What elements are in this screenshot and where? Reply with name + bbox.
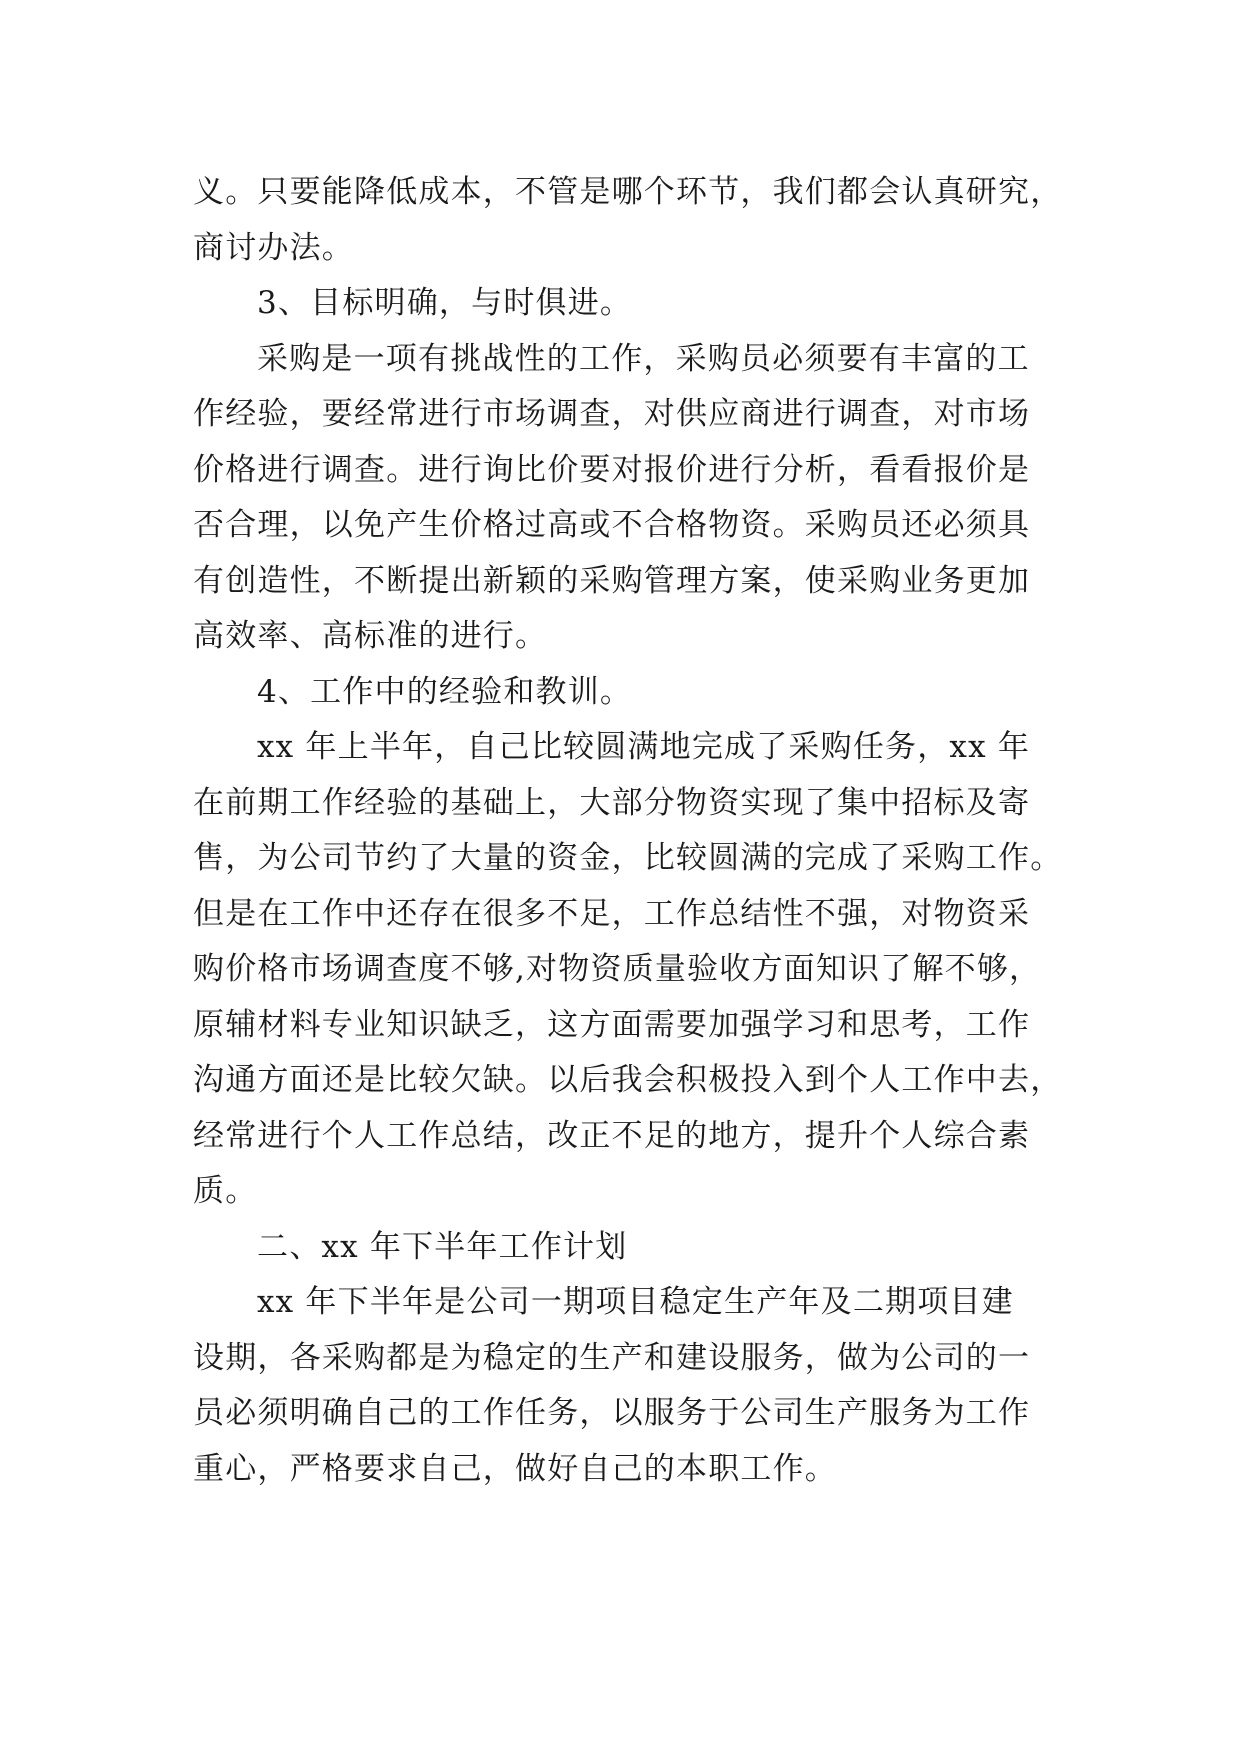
text-line: 商讨办法。: [193, 229, 354, 266]
section-heading: 二、xx 年下半年工作计划: [257, 1228, 628, 1265]
document-body: [193, 165, 1063, 1497]
text-line: 经常进行个人工作总结，改正不足的地方，提升个人综合素: [193, 1117, 1031, 1154]
text-line: xx 年下半年是公司一期项目稳定生产年及二期项目建: [257, 1284, 1014, 1320]
text-line: 售，为公司节约了大量的资金，比较圆满的完成了采购工作。: [193, 840, 1063, 876]
section-heading: 3、目标明确，与时俱进。: [257, 285, 633, 321]
text-line: 高效率、高标准的进行。: [193, 618, 548, 654]
text-line: 员必须明确自己的工作任务，以服务于公司生产服务为工作: [193, 1395, 1031, 1431]
text-line: 质。: [193, 1173, 258, 1209]
text-line: 购价格市场调查度不够,对物资质量验收方面知识了解不够，: [193, 951, 1042, 987]
text-line: 价格进行调查。进行询比价要对报价进行分析，看看报价是: [193, 451, 1031, 488]
text-line: 否合理，以免产生价格过高或不合格物资。采购员还必须具: [193, 507, 1031, 543]
text-line: 采购是一项有挑战性的工作，采购员必须要有丰富的工: [257, 340, 1030, 377]
text-line: 重心，严格要求自己，做好自己的本职工作。: [193, 1450, 837, 1487]
text-line: 原辅材料专业知识缺乏，这方面需要加强学习和思考，工作: [193, 1006, 1031, 1043]
text-line: 但是在工作中还存在很多不足，工作总结性不强，对物资采: [193, 895, 1031, 932]
text-line: 沟通方面还是比较欠缺。以后我会积极投入到个人工作中去，: [193, 1062, 1063, 1098]
text-line: 义。只要能降低成本，不管是哪个环节，我们都会认真研究，: [193, 174, 1063, 210]
text-line: 有创造性，不断提出新颖的采购管理方案，使采购业务更加: [193, 562, 1031, 599]
text-line: 作经验，要经常进行市场调查，对供应商进行调查，对市场: [193, 396, 1031, 432]
text-line: 设期，各采购都是为稳定的生产和建设服务，做为公司的一: [193, 1339, 1031, 1376]
section-heading: 4、工作中的经验和教训。: [257, 673, 633, 710]
text-line: xx 年上半年，自己比较圆满地完成了采购任务，xx 年: [257, 729, 1031, 765]
text-line: 在前期工作经验的基础上，大部分物资实现了集中招标及寄: [193, 784, 1031, 821]
